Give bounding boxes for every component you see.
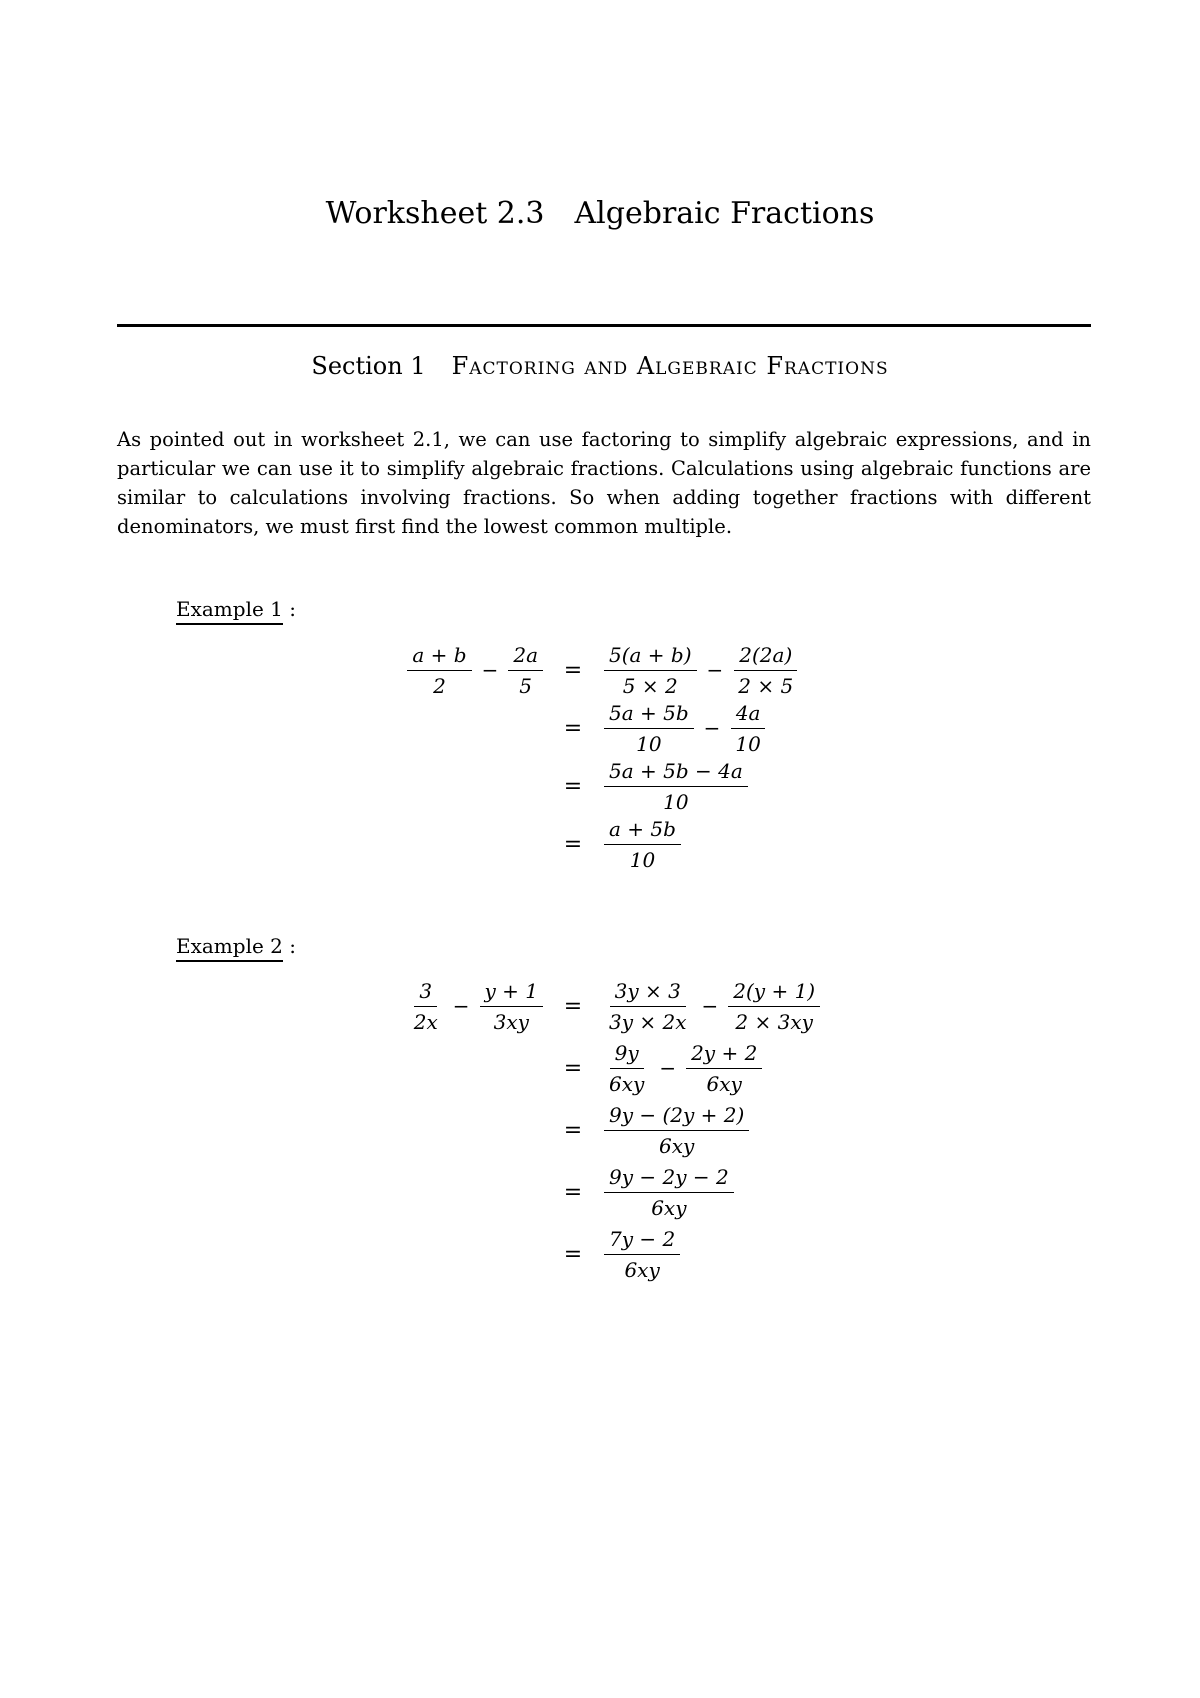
- fraction: [604, 817, 681, 872]
- numerator: 2y + 2: [686, 1041, 762, 1069]
- denominator: 10: [636, 731, 662, 756]
- numerator: 5a + 5b − 4a: [604, 759, 748, 787]
- equation-row: [0, 1039, 1200, 1097]
- intro-paragraph: As pointed out in worksheet 2.1, we can use factoring to simplify algebraic expressions, and in particular we can use it to simplify algebraic fractions. Calculations using algebraic functions are similar to calculations involving fractions. So when adding together fractions with different denominators, we must first find the lowest common multiple.: [117, 428, 1091, 538]
- example-2-label: [176, 934, 296, 958]
- equals-sign: =: [563, 1117, 583, 1143]
- example-1-title: Example 1: [176, 597, 283, 625]
- equation-row: [0, 641, 1200, 699]
- equation-rhs: [600, 1101, 753, 1159]
- operator: −: [706, 658, 724, 682]
- equals-sign: =: [563, 657, 583, 683]
- fraction: [480, 979, 544, 1034]
- numerator: 3y × 3: [610, 979, 686, 1007]
- fraction: [407, 643, 471, 698]
- operator: −: [481, 658, 499, 682]
- title-name: Algebraic Fractions: [574, 196, 875, 231]
- equation-row: [0, 977, 1200, 1035]
- numerator: y + 1: [480, 979, 544, 1007]
- equals-sign: =: [563, 773, 583, 799]
- numerator: 2a: [508, 643, 543, 671]
- numerator: 2(2a): [734, 643, 797, 671]
- fraction: [604, 701, 694, 756]
- denominator: 2 × 3xy: [735, 1009, 813, 1034]
- fraction: [409, 979, 443, 1034]
- equation-row: [0, 699, 1200, 757]
- fraction: [730, 701, 765, 756]
- numerator: 9y − 2y − 2: [604, 1165, 734, 1193]
- denominator: 6xy: [651, 1195, 687, 1220]
- denominator: 10: [629, 847, 656, 872]
- denominator: 6xy: [609, 1071, 645, 1096]
- equation-rhs: [600, 1225, 684, 1283]
- equation-rhs: [600, 641, 802, 699]
- denominator: 10: [663, 789, 689, 814]
- equals-sign: =: [563, 1179, 583, 1205]
- denominator: 3y × 2x: [609, 1009, 687, 1034]
- equation-rhs: [600, 1039, 766, 1097]
- numerator: 4a: [731, 701, 766, 729]
- numerator: 9y − (2y + 2): [604, 1103, 749, 1131]
- equals-sign: =: [563, 993, 583, 1019]
- equals-sign: =: [563, 715, 583, 741]
- operator: −: [659, 1056, 677, 1080]
- equation-row: [0, 815, 1200, 873]
- numerator: 2(y + 1): [728, 979, 820, 1007]
- fraction: [604, 1103, 749, 1158]
- equation-row: [0, 1225, 1200, 1283]
- fraction: [686, 1041, 762, 1096]
- equation-lhs: [405, 977, 547, 1035]
- denominator: 5: [519, 673, 533, 698]
- section-name: Factoring and Algebraic Fractions: [451, 352, 889, 380]
- equation-rhs: [600, 977, 824, 1035]
- fraction: [604, 759, 748, 814]
- equation-rhs: [600, 699, 770, 757]
- equation-rhs: [600, 815, 685, 873]
- equation-row: [0, 757, 1200, 815]
- example-2-title: Example 2: [176, 934, 283, 962]
- fraction: [508, 643, 543, 698]
- equation-rhs: [600, 757, 752, 815]
- denominator: 5 × 2: [622, 673, 678, 698]
- equation-rhs: [600, 1163, 738, 1221]
- horizontal-rule: [117, 324, 1091, 327]
- fraction: [728, 979, 820, 1034]
- denominator: 6xy: [624, 1257, 660, 1282]
- equation-row: [0, 1101, 1200, 1159]
- numerator: 3: [414, 979, 437, 1007]
- operator: −: [703, 716, 721, 740]
- denominator: 6xy: [706, 1071, 742, 1096]
- fraction: [604, 643, 697, 698]
- numerator: 9y: [610, 1041, 644, 1069]
- denominator: 2 × 5: [738, 673, 794, 698]
- fraction: [733, 643, 798, 698]
- fraction: [604, 1227, 680, 1282]
- equals-sign: =: [563, 831, 583, 857]
- title-number: Worksheet 2.3: [325, 196, 545, 231]
- section-heading: [0, 352, 1200, 380]
- denominator: 3xy: [493, 1009, 529, 1034]
- fraction: [604, 979, 692, 1034]
- numerator: 5a + 5b: [604, 701, 694, 729]
- operator: −: [701, 994, 719, 1018]
- operator: −: [452, 994, 470, 1018]
- equation-lhs: [403, 641, 547, 699]
- fraction: [604, 1041, 649, 1096]
- numerator: a + b: [407, 643, 471, 671]
- example-1-label: [176, 597, 296, 621]
- equation-row: [0, 1163, 1200, 1221]
- equals-sign: =: [563, 1055, 583, 1081]
- numerator: a + 5b: [604, 817, 681, 845]
- numerator: 5(a + b): [604, 643, 697, 671]
- section-number: Section 1: [311, 352, 426, 380]
- denominator: 2: [433, 673, 446, 698]
- example-1-colon: :: [289, 597, 296, 621]
- denominator: 2x: [413, 1009, 438, 1034]
- denominator: 10: [735, 731, 761, 756]
- example-2-colon: :: [289, 934, 296, 958]
- fraction: [604, 1165, 734, 1220]
- numerator: 7y − 2: [604, 1227, 680, 1255]
- equals-sign: =: [563, 1241, 583, 1267]
- page-title: [0, 196, 1200, 231]
- denominator: 6xy: [659, 1133, 695, 1158]
